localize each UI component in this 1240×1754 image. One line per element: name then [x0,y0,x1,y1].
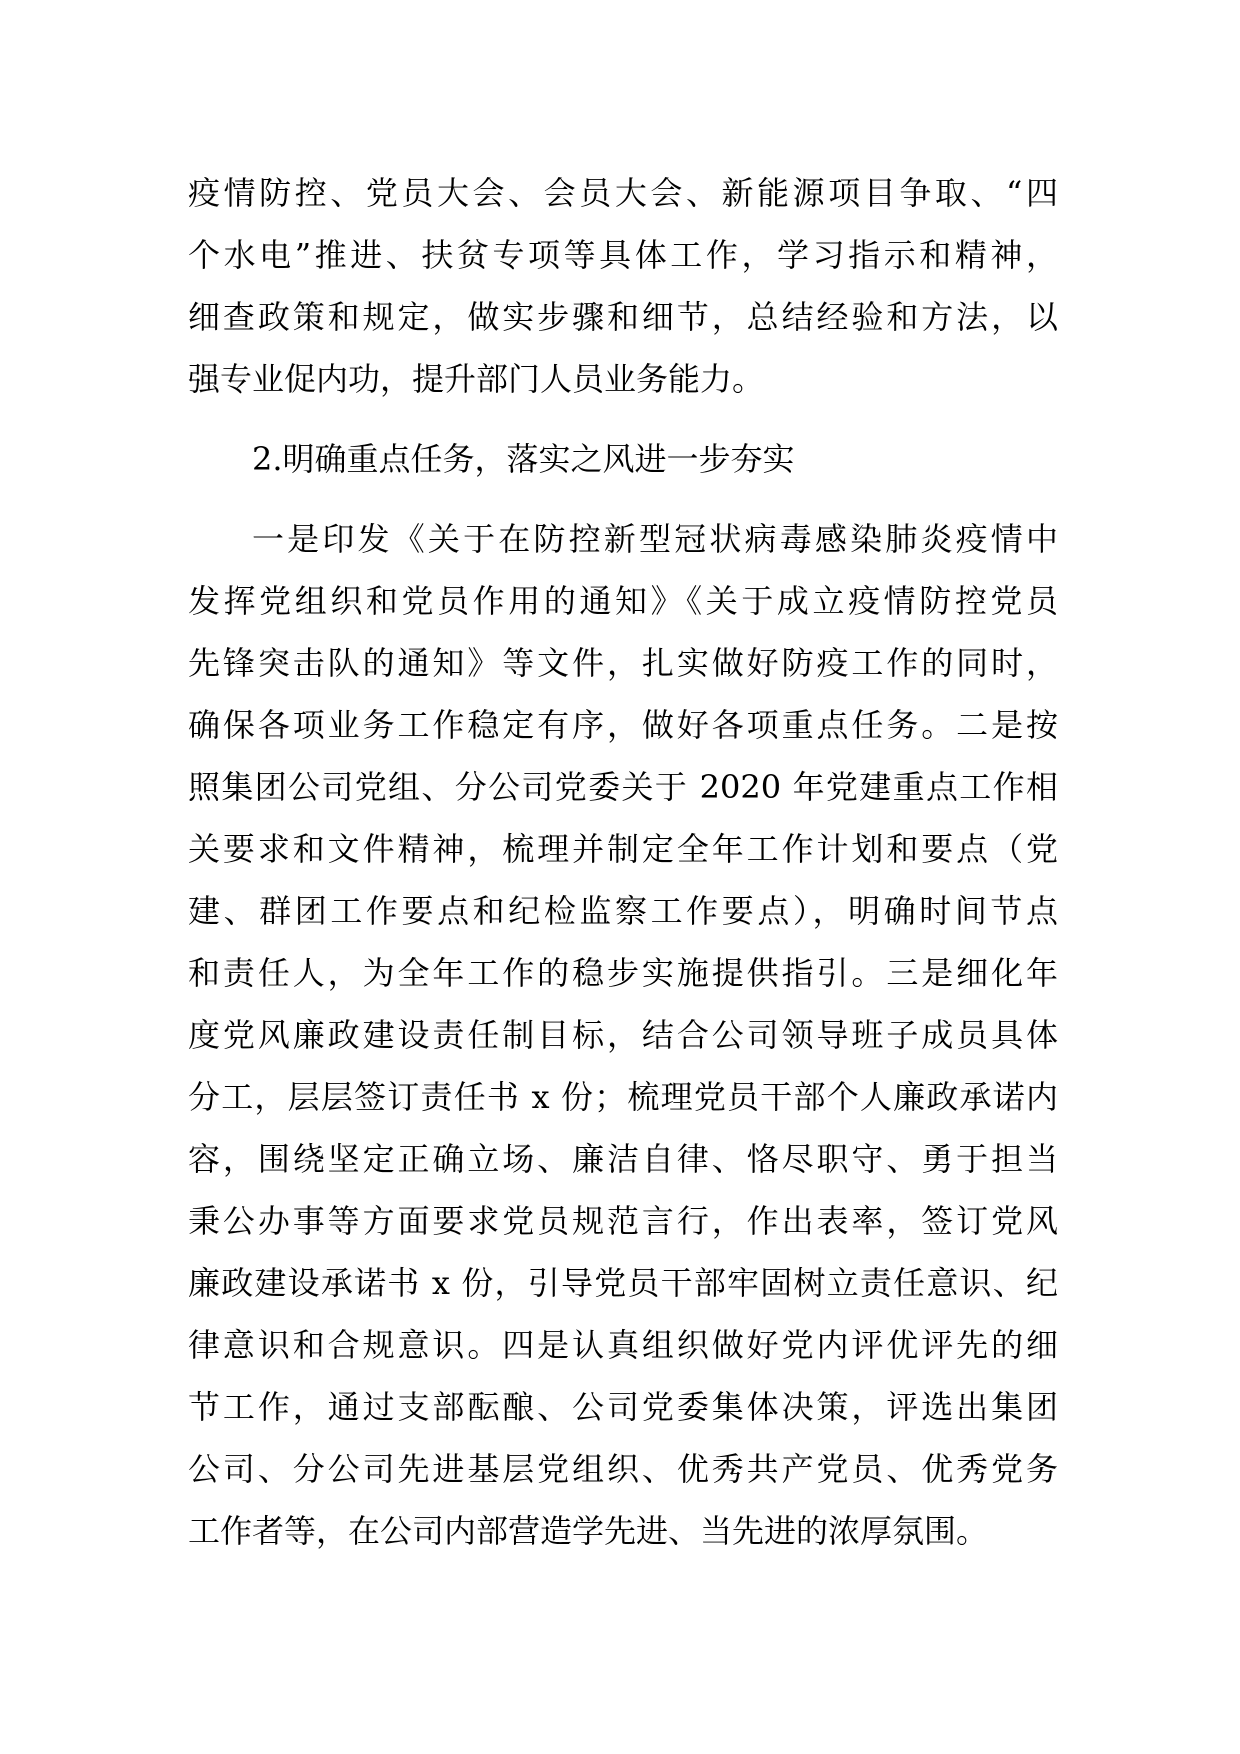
text-line: 个水电”推进、扶贫专项等具体工作，学习指示和精神， [188,236,1058,274]
text-line: 度党风廉政建设责任制目标，结合公司领导班子成员具体 [188,1016,1058,1054]
text-line: 公司、分公司先进基层党组织、优秀共产党员、优秀党务 [188,1450,1058,1488]
text-line: 关要求和文件精神，梳理并制定全年工作计划和要点（党 [188,830,1058,868]
text-line: 律意识和合规意识。四是认真组织做好党内评优评先的细 [188,1326,1058,1364]
text-line: 一是印发《关于在防控新型冠状病毒感染肺炎疫情中 [252,520,1058,558]
text-line: 廉政建设承诺书 x 份，引导党员干部牢固树立责任意识、纪 [188,1264,1058,1302]
text-line: 分工，层层签订责任书 x 份；梳理党员干部个人廉政承诺内 [188,1078,1058,1116]
text-line: 工作者等，在公司内部营造学先进、当先进的浓厚氛围。 [188,1512,989,1550]
text-line: 和责任人，为全年工作的稳步实施提供指引。三是细化年 [188,954,1058,992]
document-body [188,162,1058,1562]
text-line: 秉公办事等方面要求党员规范言行，作出表率，签订党风 [188,1202,1058,1240]
text-line: 容，围绕坚定正确立场、廉洁自律、恪尽职守、勇于担当 [188,1140,1058,1178]
text-line: 建、群团工作要点和纪检监察工作要点），明确时间节点 [188,892,1058,930]
paragraph-key-tasks [188,508,1058,1562]
text-line: 节工作，通过支部酝酿、公司党委集体决策，评选出集团 [188,1388,1058,1426]
text-line: 细查政策和规定，做实步骤和细节，总结经验和方法，以 [188,298,1058,336]
text-line: 疫情防控、党员大会、会员大会、新能源项目争取、“四 [188,174,1058,212]
text-line: 强专业促内功，提升部门人员业务能力。 [188,360,765,398]
text-line: 发挥党组织和党员作用的通知》《关于成立疫情防控党员 [188,582,1058,620]
text-line: 确保各项业务工作稳定有序，做好各项重点任务。二是按 [188,706,1058,744]
paragraph-work-summary [188,162,1058,410]
section-heading: 2.明确重点任务，落实之风进一步夯实 [252,440,795,478]
text-line: 先锋突击队的通知》等文件，扎实做好防疫工作的同时， [188,644,1058,682]
text-line: 照集团公司党组、分公司党委关于 2020 年党建重点工作相 [188,768,1058,806]
